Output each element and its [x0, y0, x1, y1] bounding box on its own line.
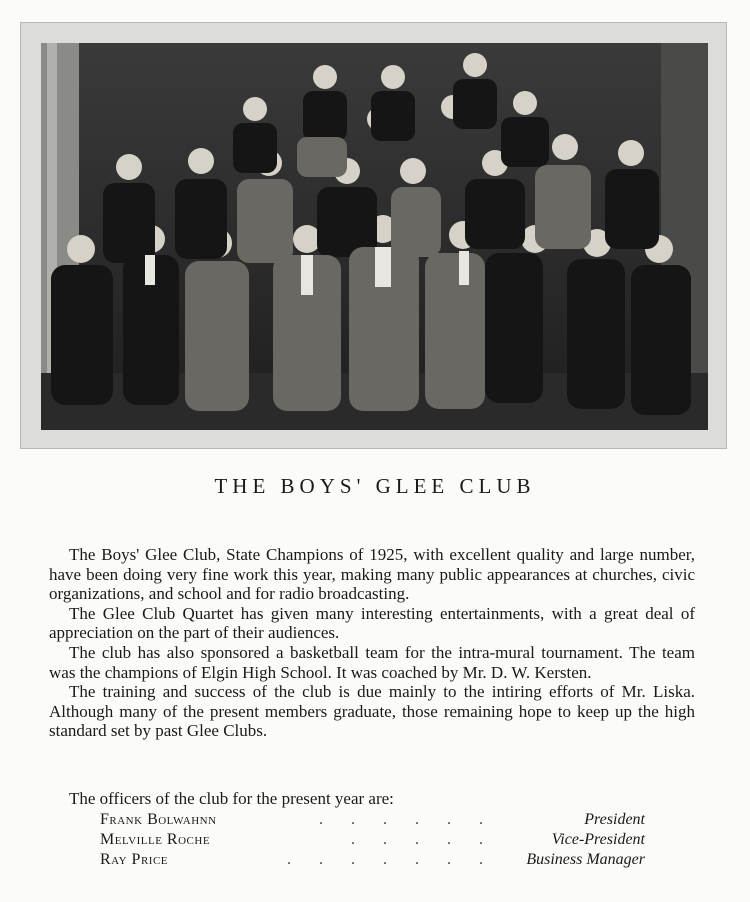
- leader-dots: . . . . . .: [319, 811, 495, 828]
- officer-role: President: [584, 811, 645, 828]
- page-title: THE BOYS' GLEE CLUB: [214, 474, 536, 498]
- officer-row: [100, 850, 645, 870]
- officer-row: [100, 830, 645, 850]
- group-photo-icon: [41, 43, 708, 430]
- paragraph: The club has also sponsored a basketball team for the intra-mural tournament. The team was the champions of Elgin High School. It was coached by Mr. D. W. Kersten.: [49, 642, 695, 682]
- officer-role: Business Manager: [526, 851, 645, 868]
- officer-role: Vice-President: [551, 831, 645, 848]
- leader-dots: . . . . . . .: [287, 851, 495, 868]
- paragraph: The training and success of the club is due mainly to the intiring efforts of Mr. Liska. Although many of the present members graduate, those remaining hope to keep up the high standard set by past Glee Clubs.: [49, 682, 695, 741]
- paragraph: The Glee Club Quartet has given many interesting entertainments, with a great deal of appreciation on the part of their audiences.: [49, 603, 695, 643]
- officer-row: [100, 810, 645, 830]
- officer-name: Frank Bolwahnn: [100, 811, 217, 828]
- body-text: [49, 545, 695, 741]
- photo-frame: [20, 22, 727, 449]
- officer-name: Ray Price: [100, 851, 169, 868]
- officers-intro: The officers of the club for the present year are:: [69, 789, 394, 808]
- leader-dots: . . . . .: [351, 831, 495, 848]
- paragraph: The Boys' Glee Club, State Champions of 1925, with excellent quality and large number, have been doing very fine work this year, making many public appearances at churches, civic organizations, and school and for radio broadcasting.: [49, 545, 695, 604]
- officer-name: Melville Roche: [100, 831, 211, 848]
- group-photo: [41, 43, 708, 430]
